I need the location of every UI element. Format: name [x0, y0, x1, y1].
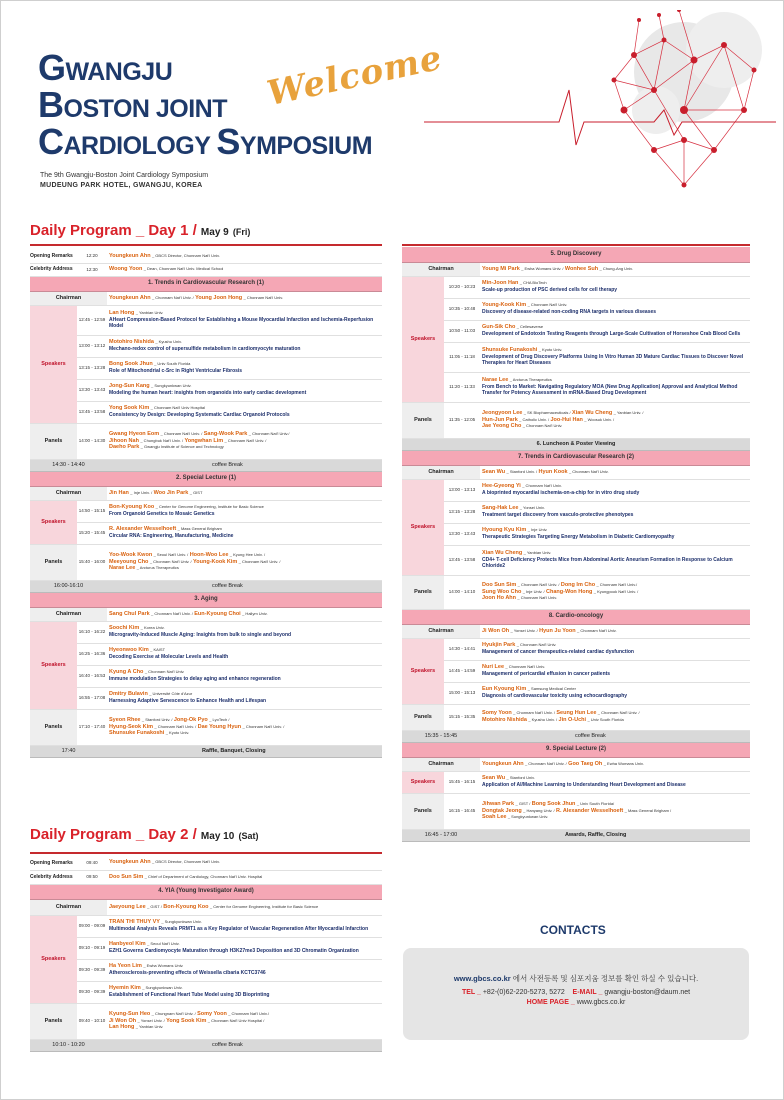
talk-row: Speakers 09:00 - 09:09 TRAN THI THUY VY _ Sungkyunkwan Univ. Multimodal Analysis Reveals PRMT1 as a Key Regulator of Vascular Regeneration After Myocardial Infarction [30, 915, 382, 937]
talk-row: 09:10 - 09:19 Hanbyeol Kim _ Seoul Nat'l Univ. EZH1 Governs Cardiomyocyte Maturation through H3K27me3 Deposition and 3D Chromatin Organization [30, 937, 382, 959]
talk-row: Speakers 13:00 - 13:13 Hee-Gyeong Yi _ Chonnam Nat'l Univ. A bioprinted myocardial ischemia-on-a-chip for in vitro drug study [402, 479, 750, 501]
talk-row: 13:15 - 13:28 Sang-Hak Lee _ Yonsei Univ. Treatment target discovery from vasculo-protective phenotypes [402, 501, 750, 523]
talk-row: 16:25 - 16:36 Hyeonwoo Kim _ KAIST Decoding Exercise at Molecular Levels and Health [30, 643, 382, 665]
section-1-header: 1. Trends in Cardiovascular Research (1) [30, 276, 382, 291]
talk-row: Speakers 14:30 - 14:41 Hyukjin Park _ Chonnam Nat'l Univ. Management of cancer therapeutics-related cardiac dysfunction [402, 638, 750, 660]
contacts-site-line: www.gbcs.co.kr 에서 사전등록 및 심포지움 정보를 확인 하실 수 있습니다. [453, 974, 699, 983]
day2-program-left [30, 856, 382, 1052]
talk-row: 14:45 - 14:59 Nuri Lee _ Chonnam Nat'l Univ. Management of pericardial effusion in cancer patients [402, 660, 750, 682]
contacts-home-line: HOME PAGE _ www.gbcs.co.kr [526, 999, 626, 1006]
section-5-panels: Panels 11:35 - 12:05 Jeongyoon Lee _ SK Biopharmaceuticals / Xian Wu Cheng _ Yanbian Univ. / Hun-Jun Park _ Catholic Univ. / Joo-Hui Han _ Woosuk Univ. / Jae Yeong Cho _ Chonnam Nat'l Univ. [402, 402, 750, 438]
contacts-box [403, 948, 749, 1040]
talk-row: Speakers 15:45 - 16:15 Sean Wu _ Stanford Univ. Application of AI/Machine Learning to Understanding Heart Development and Disease [402, 771, 750, 793]
talk-row: 10:50 - 11:03 Gun-Sik Cho _ Cellesaverse Development of Endotoxin Testing Reagents through Large-Scale Cultivation of Horseshoe Crab Blood Cells [402, 320, 750, 342]
day2-opening-row: Opening Remarks 09:40 Youngkeun Ahn _ GBCS Director, Chonnam Nat'l Univ. [30, 856, 382, 870]
talk-row: Speakers 14:50 - 15:15 Bon-Kyoung Koo _ Center for Genome Engineering, Institute for Basic Science From Organoid Genetics to Mosaic Genetics [30, 500, 382, 522]
title-gwangju: GWANGJU [38, 47, 173, 88]
title-boston: BOSTON JOINT [38, 84, 228, 125]
section-9-panels: Panels 16:15 - 16:45 Jihwan Park _ GIST / Bong Sook Jhun _ Univ South Florida/ Dongtak Jeong _ Hanyang Univ. / R. Alexander Wesselhoeft _ Mass General Brigham / Soah Lee _ Sungkyunkwan Univ. [402, 793, 750, 829]
closing-row: 17:40 Raffle, Banquet, Closing [30, 745, 382, 757]
talk-row: 10:35 - 10:48 Young-Kook Kim _ Chonnam Nat'l Univ. Discovery of disease-related non-coding RNA targets in various diseases [402, 298, 750, 320]
homepage-link[interactable]: www.gbcs.co.kr [576, 999, 626, 1006]
talk-row: 11:20 - 11:33 Narae Lee _ Arcturus Therapeutics From Bench to Market: Navigating Regulatory MOA (New Drug Application) Approval and Analytical Method Transfer for Potency Assessment in mRNA-Based Drug Development [402, 372, 750, 402]
right-rule [402, 244, 750, 246]
heart-network-illustration [424, 10, 776, 205]
site-link[interactable]: www.gbcs.co.kr [453, 974, 511, 983]
talk-row: 11:05 - 11:18 Shunsuke Funakoshi _ Kyoto Univ. Development of Drug Discovery Platforms Using In Vitro Human 3D Mature Cardiac Tissues to Discover Novel Therapies for Heart Diseases [402, 342, 750, 372]
day2-celebrity-row: Celebrity Address 09:50 Doo Sun Sim _ Chief of Department of Cardiology, Chonnam Nat'l Univ. Hospital [30, 870, 382, 884]
title-cardiology: CARDIOLOGY SYMPOSIUM [38, 121, 373, 162]
section-4-panels: Panels 09:40 - 10:10 Kyung-Sun Heo _ Chungnam Nat'l Univ. / Somy Yoon _ Chonnam Nat'l Univ./ Ji Won Oh _ Yonsei Univ. / Yong Sook Kim _ Chonnam Nat'l Univ Hospital / Lan Hong _ Yanbian Univ. [30, 1003, 382, 1039]
welcome-script: Welcome [263, 37, 447, 114]
section-7-header: 7. Trends in Cardiovascular Research (2) [402, 450, 750, 465]
luncheon-row: 6. Luncheon & Poster Viewing [402, 438, 750, 450]
talk-row: 13:30 - 13:43 Jong-Sun Kang _ Sungkyunkwan Univ. Modeling the human heart: insights from organoids into early cardiac development [30, 379, 382, 401]
day1-heading: Daily Program _ Day 1 / May 9 (Fri) [30, 222, 251, 239]
email-link[interactable]: gwangju-boston@daum.net [604, 989, 691, 996]
talk-row: Speakers 12:45 - 12:59 Lan Hong _ Yanbian Univ. AHeart Compression-Based Protocol for Establishing a Mouse Myocardial Infarction and Ischemia-Reperfusion Model [30, 305, 382, 335]
section-9-header: 9. Special Lecture (2) [402, 742, 750, 757]
section-7-chair: Chairman Sean Wu _ Stanford Univ. / Hyun Kook _ Chonnam Nat'l Univ. [402, 465, 750, 479]
talk-row: 09:30 - 09:39 Ha Yeon Lim _ Ewha Womans Univ. Atherosclerosis-preventing effects of Weissella cibaria KCTC3746 [30, 959, 382, 981]
section-5-header: 5. Drug Discovery [402, 247, 750, 262]
section-3-header: 3. Aging [30, 592, 382, 607]
section-7-panels: Panels 14:00 - 14:10 Doo Sun Sim _ Chonnam Nat'l Univ. / Dong Im Cho _ Chonnam Nat'l Univ./ Sung Woo Cho _ Inje Univ. / Chang-Won Hong _ Kyungpook Nat'l Univ. / Joon Ho Ahn _ Chonnam Nat'l Univ. [402, 575, 750, 609]
talk-row: 09:30 - 09:39 Hyemin Kim _ Sungkyunkwan Univ. Establishment of Functional Heart Tube Model using 3D Bioprinting [30, 981, 382, 1003]
coffee-break-row: 16:00-16:10 coffee Break [30, 580, 382, 592]
section-9-chair: Chairman Youngkeun Ahn _ Chonnam Nat'l Univ. / Goo Taeg Oh _ Ewha Womans Univ. [402, 757, 750, 771]
section-3-chair: Chairman Sang Chul Park _ Chonnam Nat'l Univ. / Eun-Kyoung Choi _ Hallym Univ. [30, 607, 382, 621]
section-8-header: 8. Cardio-oncology [402, 609, 750, 624]
section-8-chair: Chairman Ji Won Oh _ Yonsei Univ. / Hyun Ju Yoon _ Chonnam Nat'l Univ. [402, 624, 750, 638]
section-3-panels: Panels 17:10 - 17:40 Syeon Rhee _ Stanford Univ. / Jong-Ok Pyo _ LyoTech / Hyung-Seok Kim _ Chonnam Nat'l Univ. / Dae Young Hyun _ Chonnam Nat'l Univ. / Shunsuke Funakoshi _ Kyoto Univ. [30, 709, 382, 745]
talk-row: Speakers 16:10 - 16:22 Soochi Kim _ Korea Univ. Microgravity-Induced Muscle Aging: Insights from bulk to single and beyond [30, 621, 382, 643]
coffee-break-row: 10:10 - 10:20 coffee Break [30, 1039, 382, 1051]
talk-row: 15:00 - 15:13 Eun Kyoung Kim _ Samsung Medical Center Diagnosis of cardiovascular toxicity using echocardiography [402, 682, 750, 704]
venue: MUDEUNG PARK HOTEL, GWANGJU, KOREA [40, 182, 203, 189]
contacts-title: CONTACTS [540, 923, 606, 937]
subtitle: The 9th Gwangju-Boston Joint Cardiology Symposium [40, 172, 209, 179]
day1-opening-row: Opening Remarks 12:20 Youngkeun Ahn _ GBCS Director, Chonnam Nat'l Univ. [30, 250, 382, 263]
section-1-chair: Chairman Youngkeun Ahn _ Chonnam Nat'l Univ. / Young Joon Hong _ Chonnam Nat'l Univ. [30, 291, 382, 305]
talk-row: 13:15 - 13:28 Bong Sook Jhun _ Univ South Florida Role of Mitochondrial c-Src in Right Ventricular Fibrosis [30, 357, 382, 379]
talk-row: 13:45 - 13:58 Xian Wu Cheng _ Yanbian Univ. CD4+ T-cell Deficiency Protects Mice from Abdominal Aortic Aneurism Formation in Response to Calcium Chloride2 [402, 545, 750, 575]
section-8-panels: Panels 15:15 - 15:35 Somy Yoon _ Chonnam Nat'l Univ. / Seung Hun Lee _ Chonnam Nat'l Univ. / Motohiro Nishida _ Kyushu Univ. / Jin O-Uchi _ Univ South Florida [402, 704, 750, 730]
coffee-break-row: 14:30 - 14:40 coffee Break [30, 459, 382, 471]
section-5-chair: Chairman Young Mi Park _ Ewha Womans Univ. / Wonhee Suh _ Chung-Ang Univ. [402, 262, 750, 276]
closing-row: 16:45 - 17:00 Awards, Raffle, Closing [402, 829, 750, 841]
section-2-chair: Chairman Jin Han _ Inje Univ. / Woo Jin Park _ GIST [30, 486, 382, 500]
section-4-header: 4. YIA (Young Investigator Award) [30, 884, 382, 899]
talk-row: 13:45 - 13:58 Yong Sook Kim _ Chonnam Nat'l Univ Hospital Consistency by Design: Developing Systematic Cardiac Organoid Protocols [30, 401, 382, 423]
talk-row: Speakers 10:20 - 10:23 Min-Joon Han _ CHA BioTech Scale-up production of PSC derived cells for cell therapy [402, 276, 750, 298]
day2-program-right [402, 247, 750, 842]
day1-program [30, 250, 382, 758]
talk-row: 15:20 - 15:45 R. Alexander Wesselhoeft _ Mass General Brigham Circular RNA: Engineering, Manufacturing, Medicine [30, 522, 382, 544]
section-4-chair: Chairman Jaeyoung Lee _ GIST / Bon-Kyoung Koo _ Center for Genome Engineering, Institute for Basic Science [30, 899, 382, 915]
day2-heading: Daily Program _ Day 2 / May 10 (Sat) [30, 826, 259, 843]
section-1-panels: Panels 14:00 - 14:30 Gwang Hyeon Eom _ Chonnam Nat'l Univ. / Sang-Wook Park _ Chonnam Nat'l Univ./ Jihoon Nah _ Chungbuk Nat'l Univ. / Yongwhan Lim _ Chonnam Nat'l Univ. / Daeho Park _ Gwangju Institute of Science and Technology [30, 423, 382, 459]
section-2-panels: Panels 15:40 - 16:00 Yoo-Wook Kwon _ Seoul Nat'l Univ. / Hoon-Woo Lee _ Kyung Hee Univ. / Meeyoung Cho _ Chonnam Nat'l Univ. / Young-Kook Kim _ Chonnam Nat'l Univ. / Narae Lee _ Arcturus Therapeutics [30, 544, 382, 580]
talk-row: 13:30 - 13:43 Hyoung Kyu Kim _ Inje Univ. Therapeutic Strategies Targeting Energy Metabolism in Diabetic Cardiomyopathy [402, 523, 750, 545]
contacts-tel-line: TEL _ +82-(0)62-220-5273, 5272 E-MAIL _ gwangju-boston@daum.net [461, 989, 691, 996]
day1-rule [30, 244, 382, 246]
talk-row: 13:00 - 13:12 Motohiro Nishida _ Kyushu Univ. Mechano-redox control of supersulfide metabolism in cardiomyocyte maturation [30, 335, 382, 357]
day1-celebrity-row: Celebrity Address 12:30 Woong Yoon _ Dean, Chonnam Nat'l Univ. Medical School [30, 263, 382, 276]
talk-row: 16:40 - 16:53 Kyung A Cho _ Chonnam Nat'l Univ. Immune modulation Strategies to delay aging and enhance regeneration [30, 665, 382, 687]
section-2-header: 2. Special Lecture (1) [30, 471, 382, 486]
coffee-break-row: 15:35 - 15:45 coffee Break [402, 730, 750, 742]
talk-row: 16:55 - 17:08 Dmitry Bulavin _ Université Côte d'Azur Harnessing Adaptive Senescence to Enhance Health and Lifespan [30, 687, 382, 709]
day2-rule [30, 852, 382, 854]
